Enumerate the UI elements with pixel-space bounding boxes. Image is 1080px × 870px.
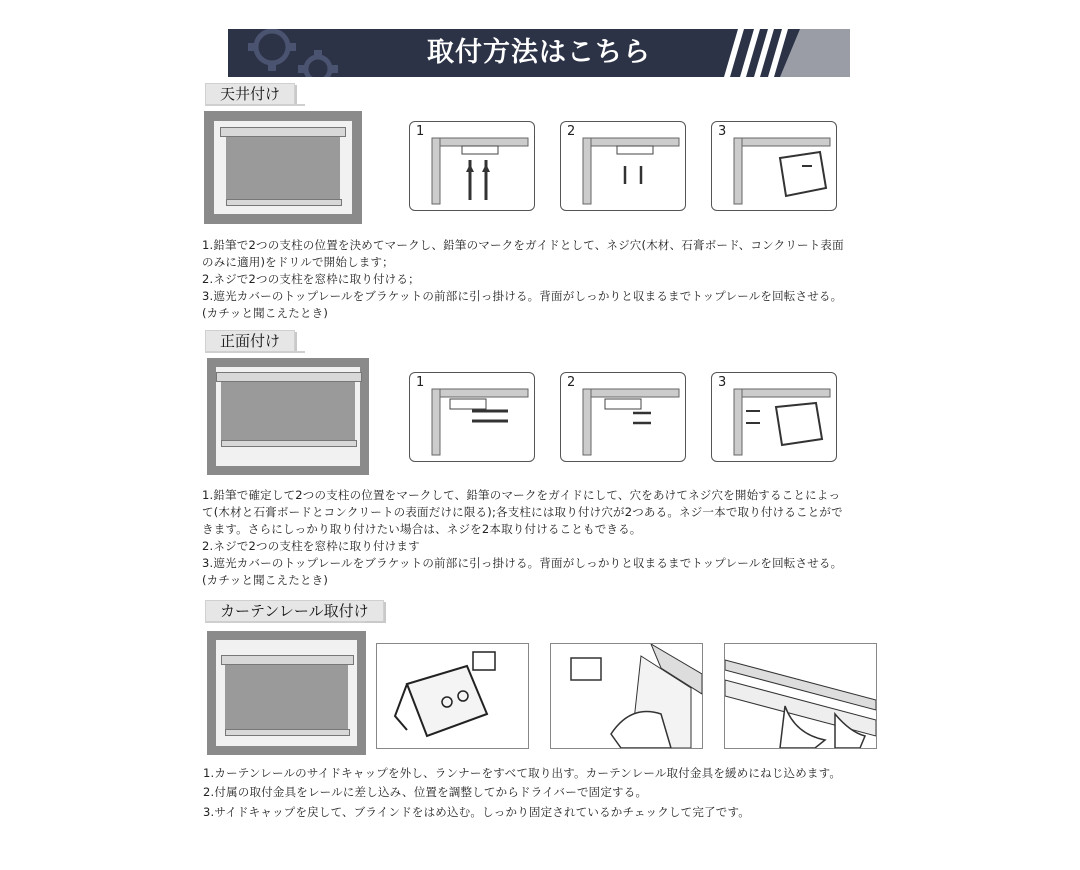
bracket-diagram [376, 643, 529, 749]
drill-icon [410, 122, 534, 210]
step-number: 2 [567, 375, 576, 390]
divider [205, 351, 305, 353]
rail-hook-icon [712, 373, 836, 461]
drill-icon [410, 373, 534, 461]
bracket-icon [377, 644, 528, 748]
insert-diagram [550, 643, 703, 749]
instruction-line: 1.鉛筆で確定して2つの支柱の位置をマークして、鉛筆のマークをガイドにして、穴をあけてネジ穴を開始することによっ [202, 488, 841, 502]
rail-insert-icon [551, 644, 702, 748]
instruction-line: のみに適用)をドリルで開始します； [202, 255, 394, 269]
step-number: 3 [718, 375, 727, 390]
instruction-line: (カチッと聞こえたとき) [202, 573, 329, 587]
instruction-line: 3.遮光カバーのトップレールをブラケットの前部に引っ掛ける。背面がしっかりと収まるまでトップレールを回転させる。 [202, 556, 843, 570]
ceiling-mount-photo [204, 111, 362, 224]
screw-icon [561, 373, 685, 461]
step-number: 1 [416, 375, 425, 390]
instruction-line: 1.カーテンレールのサイドキャップを外し、ランナーをすべて取り出す。カーテンレール取付金具を緩めにねじ込めます。 [203, 766, 842, 780]
instruction-line: 2.ネジで2つの支柱を窓枠に取り付けます [202, 539, 420, 553]
divider [205, 104, 305, 106]
section-heading-ceiling: 天井付け [205, 83, 295, 104]
step-number: 1 [416, 124, 425, 139]
instruction-line: きます。さらにしっかり取り付けたい場合は、ネジを2本取り付けることもできる。 [202, 522, 642, 536]
step-2-diagram [560, 372, 686, 462]
curtain-rail-photo [207, 631, 366, 755]
step-number: 2 [567, 124, 576, 139]
instruction-line: て(木材と石膏ボードとコンクリートの表面だけに限る);各支柱には取り付け穴が2つある。ネジ一本で取り付けることがで [202, 505, 843, 519]
step-3-diagram [711, 121, 837, 211]
step-number: 3 [718, 124, 727, 139]
banner-title: 取付方法はこちら [427, 37, 651, 68]
instruction-line: 1.鉛筆で2つの支柱の位置を決めてマークし、鉛筆のマークをガイドとして、ネジ穴(木材、石膏ボード、コンクリート表面 [202, 238, 844, 252]
step-3-diagram [711, 372, 837, 462]
section-heading-curtain-rail: カーテンレール取付け [205, 600, 384, 621]
section-heading-front: 正面付け [205, 330, 295, 351]
front-mount-photo [207, 358, 369, 475]
decorative-stripes [710, 29, 850, 77]
instruction-line: 3.遮光カバーのトップレールをブラケットの前部に引っ掛ける。背面がしっかりと収まるまでトップレールを回転させる。 [202, 289, 843, 303]
instruction-line: 2.付属の取付金具をレールに差し込み、位置を調整してからドライバーで固定する。 [203, 785, 648, 799]
screw-icon [561, 122, 685, 210]
snap-in-diagram [724, 643, 877, 749]
divider [205, 621, 365, 623]
step-1-diagram [409, 372, 535, 462]
title-banner [228, 29, 850, 77]
instruction-line: 2.ネジで2つの支柱を窓枠に取り付ける； [202, 272, 420, 286]
rail-hook-icon [712, 122, 836, 210]
blind-snap-icon [725, 644, 876, 748]
step-1-diagram [409, 121, 535, 211]
instruction-line: (カチッと聞こえたとき) [202, 306, 329, 320]
instruction-line: 3.サイドキャップを戻して、ブラインドをはめ込む。しっかり固定されているかチェックして完了です。 [203, 805, 750, 819]
step-2-diagram [560, 121, 686, 211]
